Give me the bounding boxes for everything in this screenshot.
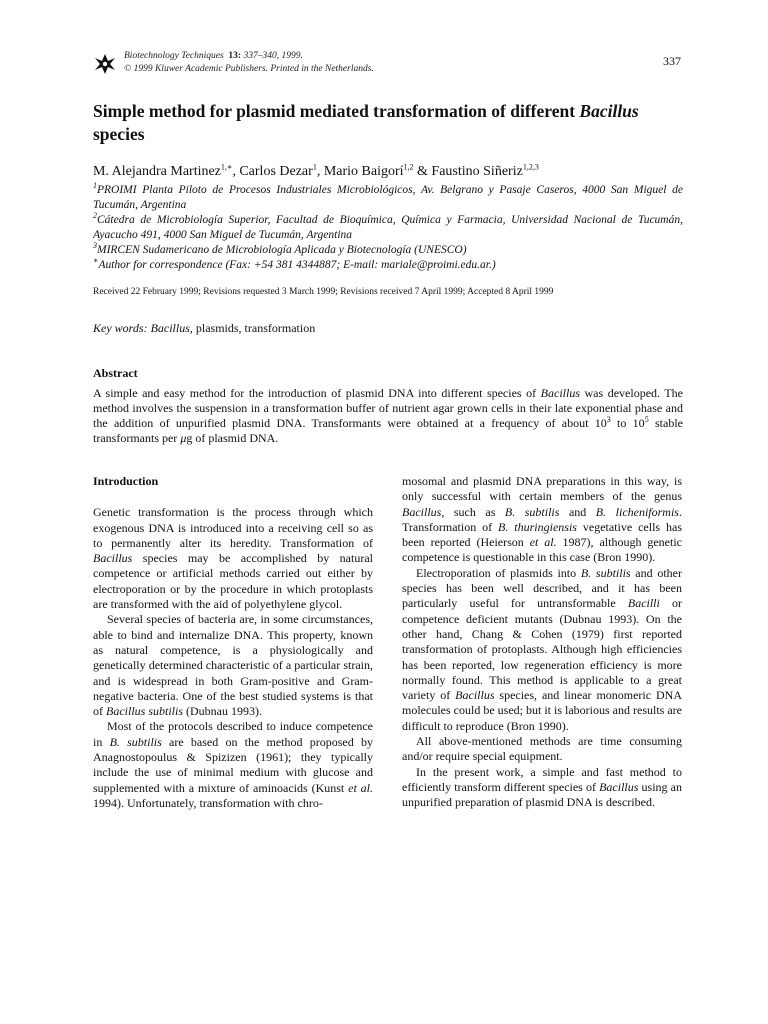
right-p1-italic-5: et al. xyxy=(529,535,557,550)
affiliation-corr-text: Author for correspondence (Fax: +54 381 4344887; E-mail: mariale@proimi.edu.ar.) xyxy=(98,259,496,271)
author-1: M. Alejandra Martinez xyxy=(93,164,221,179)
right-p2-italic-2: Bacilli xyxy=(627,596,660,611)
intro-p3-c: 1994). Unfortunately, transformation with chro- xyxy=(93,795,323,810)
journal-line xyxy=(124,50,374,63)
affiliation-1-sup: 1 xyxy=(93,181,97,191)
right-p1-italic-1: Bacillus xyxy=(402,504,442,519)
right-p1-italic-3: B. licheniformis xyxy=(595,504,679,519)
keywords xyxy=(93,321,683,336)
intro-p3-italic-1: B. subtilis xyxy=(109,734,162,749)
introduction-heading: Introduction xyxy=(93,474,159,488)
affiliation-2 xyxy=(93,213,683,243)
title-line2: species xyxy=(93,124,145,144)
author-4-sup: 1,2,3 xyxy=(522,162,539,172)
affiliation-2-text: Cátedra de Microbiología Superior, Facultad de Bioquímica, Química y Farmacia, Universidad Nacional de Tucumán, Ayacucho 491, 4000 San Miguel de Tucumán, Argentina xyxy=(93,214,683,241)
abstract-s5: g of plasmid DNA. xyxy=(186,431,279,445)
author-4: & Faustino Siñeriz xyxy=(413,164,523,179)
abstract-exp2: 5 xyxy=(644,415,649,424)
affiliation-3 xyxy=(93,243,683,258)
intro-p3-a: Most of the protocols described to induce competence in xyxy=(93,719,373,749)
intro-paragraph-1 xyxy=(93,505,373,612)
abstract-s1: A simple and easy method for the introduction of plasmid DNA into different species of xyxy=(93,386,541,400)
intro-p1-b: species may be accomplished by natural competence or artificial methods carried out either by electroporation or by the procedure in which protoplasts are transformed with the aid of polyethylene glycol. xyxy=(93,551,373,612)
journal-volume: 13: xyxy=(228,51,242,61)
right-p1-a: mosomal and plasmid DNA preparations in this way, is only successful with certain members of the genus xyxy=(402,474,682,504)
abstract-text xyxy=(93,386,683,446)
right-p1-d: . Transformation of xyxy=(402,504,682,534)
keywords-rest: , plasmids, transformation xyxy=(189,321,316,335)
intro-p2-a: Several species of bacteria are, in some circumstances, able to bind and internalize DNA. This property, known as natural competence, is a physiologically and genetically determined characteristic of a particular strain, and is widespread in both Gram-positive and Gram-negative bacteria. One of the best studied systems is that of xyxy=(93,612,373,719)
keywords-label: Key words: xyxy=(93,321,148,335)
right-paragraph-4 xyxy=(402,765,682,811)
title-main: Simple method for plasmid mediated transformation of different xyxy=(93,101,576,121)
right-p2-d: species, and linear monomeric DNA molecules could be used; but it is laborious and results are difficult to reproduce (Bron 1990). xyxy=(402,688,683,733)
right-paragraph-3: All above-mentioned methods are time consuming and/or require special equipment. xyxy=(402,734,682,764)
affiliation-1-text: PROIMI Planta Piloto de Procesos Industriales Microbiológicos, Av. Belgrano y Pasaje Caseros, 4000 San Miguel de Tucumán, Argentina xyxy=(93,184,683,211)
affiliation-3-text: MIRCEN Sudamericano de Microbiología Aplicada y Biotecnología (UNESCO) xyxy=(97,244,467,256)
right-paragraph-1 xyxy=(402,474,682,566)
right-p2-a: Electroporation of plasmids into xyxy=(416,565,581,580)
right-p4-a: In the present work, a simple and fast method to efficiently transform different species of xyxy=(402,764,682,794)
received-dates: Received 22 February 1999; Revisions requested 3 March 1999; Revisions received 7 April 1999; Accepted 8 April 1999 xyxy=(93,287,554,297)
right-column xyxy=(402,474,682,811)
author-1-sup: 1,∗ xyxy=(220,162,233,172)
kluwer-logo-icon xyxy=(93,52,117,76)
intro-p3-b: are based on the method proposed by Anagnostopoulus & Spizizen (1961); they typically include the use of minimal medium with glucose and supplemented with a mixture of aminoacids (Kunst xyxy=(93,734,373,795)
author-2: , Carlos Dezar xyxy=(232,164,313,179)
abstract-s2: was developed. The method involves the suspension in a transformation buffer of nutrient agar grown cells in their late exponential phase and the addition of unpurified plasmid DNA. Transformants were obtained at a frequency of about 10 xyxy=(93,386,683,430)
publisher-line: © 1999 Kluwer Academic Publishers. Printed in the Netherlands. xyxy=(124,64,374,74)
affiliation-correspondence xyxy=(93,258,683,273)
page-number: 337 xyxy=(663,54,681,68)
right-p2-italic-1: B. subtilis xyxy=(580,565,631,580)
abstract-exp1: 3 xyxy=(606,415,611,424)
left-column xyxy=(93,474,373,811)
intro-p2-b: (Dubnau 1993). xyxy=(183,704,262,719)
right-p1-c: and xyxy=(559,504,596,519)
intro-p1-a: Genetic transformation is the process through which exogenous DNA is introduced into a receiving cell so as to permanently alter its heredity. Transformation of xyxy=(93,505,373,550)
abstract-italic: Bacillus xyxy=(540,386,580,400)
affiliation-2-sup: 2 xyxy=(93,211,97,221)
right-p4-italic: Bacillus xyxy=(599,779,639,794)
right-paragraph-2 xyxy=(402,566,682,734)
intro-paragraph-2 xyxy=(93,612,373,719)
journal-header xyxy=(93,50,683,80)
right-p4-b: using an unpurified preparation of plasmid DNA is described. xyxy=(402,779,682,810)
title-italic: Bacillus xyxy=(579,101,639,121)
abstract-s3: to 10 xyxy=(610,416,645,430)
abstract-s4: stable transformants per xyxy=(93,416,683,445)
intro-p1-italic: Bacillus xyxy=(93,551,133,566)
right-p1-f: 1987), although genetic competence is questionable in this case (Bron 1990). xyxy=(402,535,683,565)
author-3-sup: 1,2 xyxy=(403,162,414,172)
right-p1-b: , such as xyxy=(441,504,505,519)
right-p2-b: and other species has been well described, and it has been particularly useful for untransformable xyxy=(402,565,682,611)
abstract-mu: μ xyxy=(180,431,187,445)
intro-p2-italic: Bacillus subtilis xyxy=(106,704,184,719)
keywords-italic: Bacillus xyxy=(150,321,190,335)
paper-title xyxy=(93,100,683,146)
right-p2-c: or competence deficient mutants (Dubnau 1993). On the other hand, Chang & Cohen (1979) first reported transformation of protoplasts. Although high efficiencies has been reported, low regeneration efficiency is more normally found. This method is applicable to a great variety of xyxy=(402,596,683,703)
affiliation-1 xyxy=(93,183,683,213)
intro-p3-italic-2: et al. xyxy=(348,780,373,795)
affiliation-corr-sup: ∗ xyxy=(93,256,99,266)
journal-name: Biotechnology Techniques xyxy=(124,51,224,61)
abstract-heading: Abstract xyxy=(93,366,138,380)
right-p1-e: vegetative cells has been reported (Heierson xyxy=(402,519,682,550)
journal-pages: 337–340, 1999. xyxy=(243,51,303,61)
journal-citation xyxy=(124,50,374,76)
right-p1-italic-2: B. subtilis xyxy=(504,504,560,519)
right-p1-italic-4: B. thuringiensis xyxy=(498,519,577,534)
right-p2-italic-3: Bacillus xyxy=(455,688,495,703)
author-3: , Mario Baigorí xyxy=(316,164,404,179)
author-2-sup: 1 xyxy=(312,162,317,172)
author-list xyxy=(93,163,683,181)
affiliation-3-sup: 3 xyxy=(93,241,97,251)
intro-paragraph-3 xyxy=(93,719,373,811)
